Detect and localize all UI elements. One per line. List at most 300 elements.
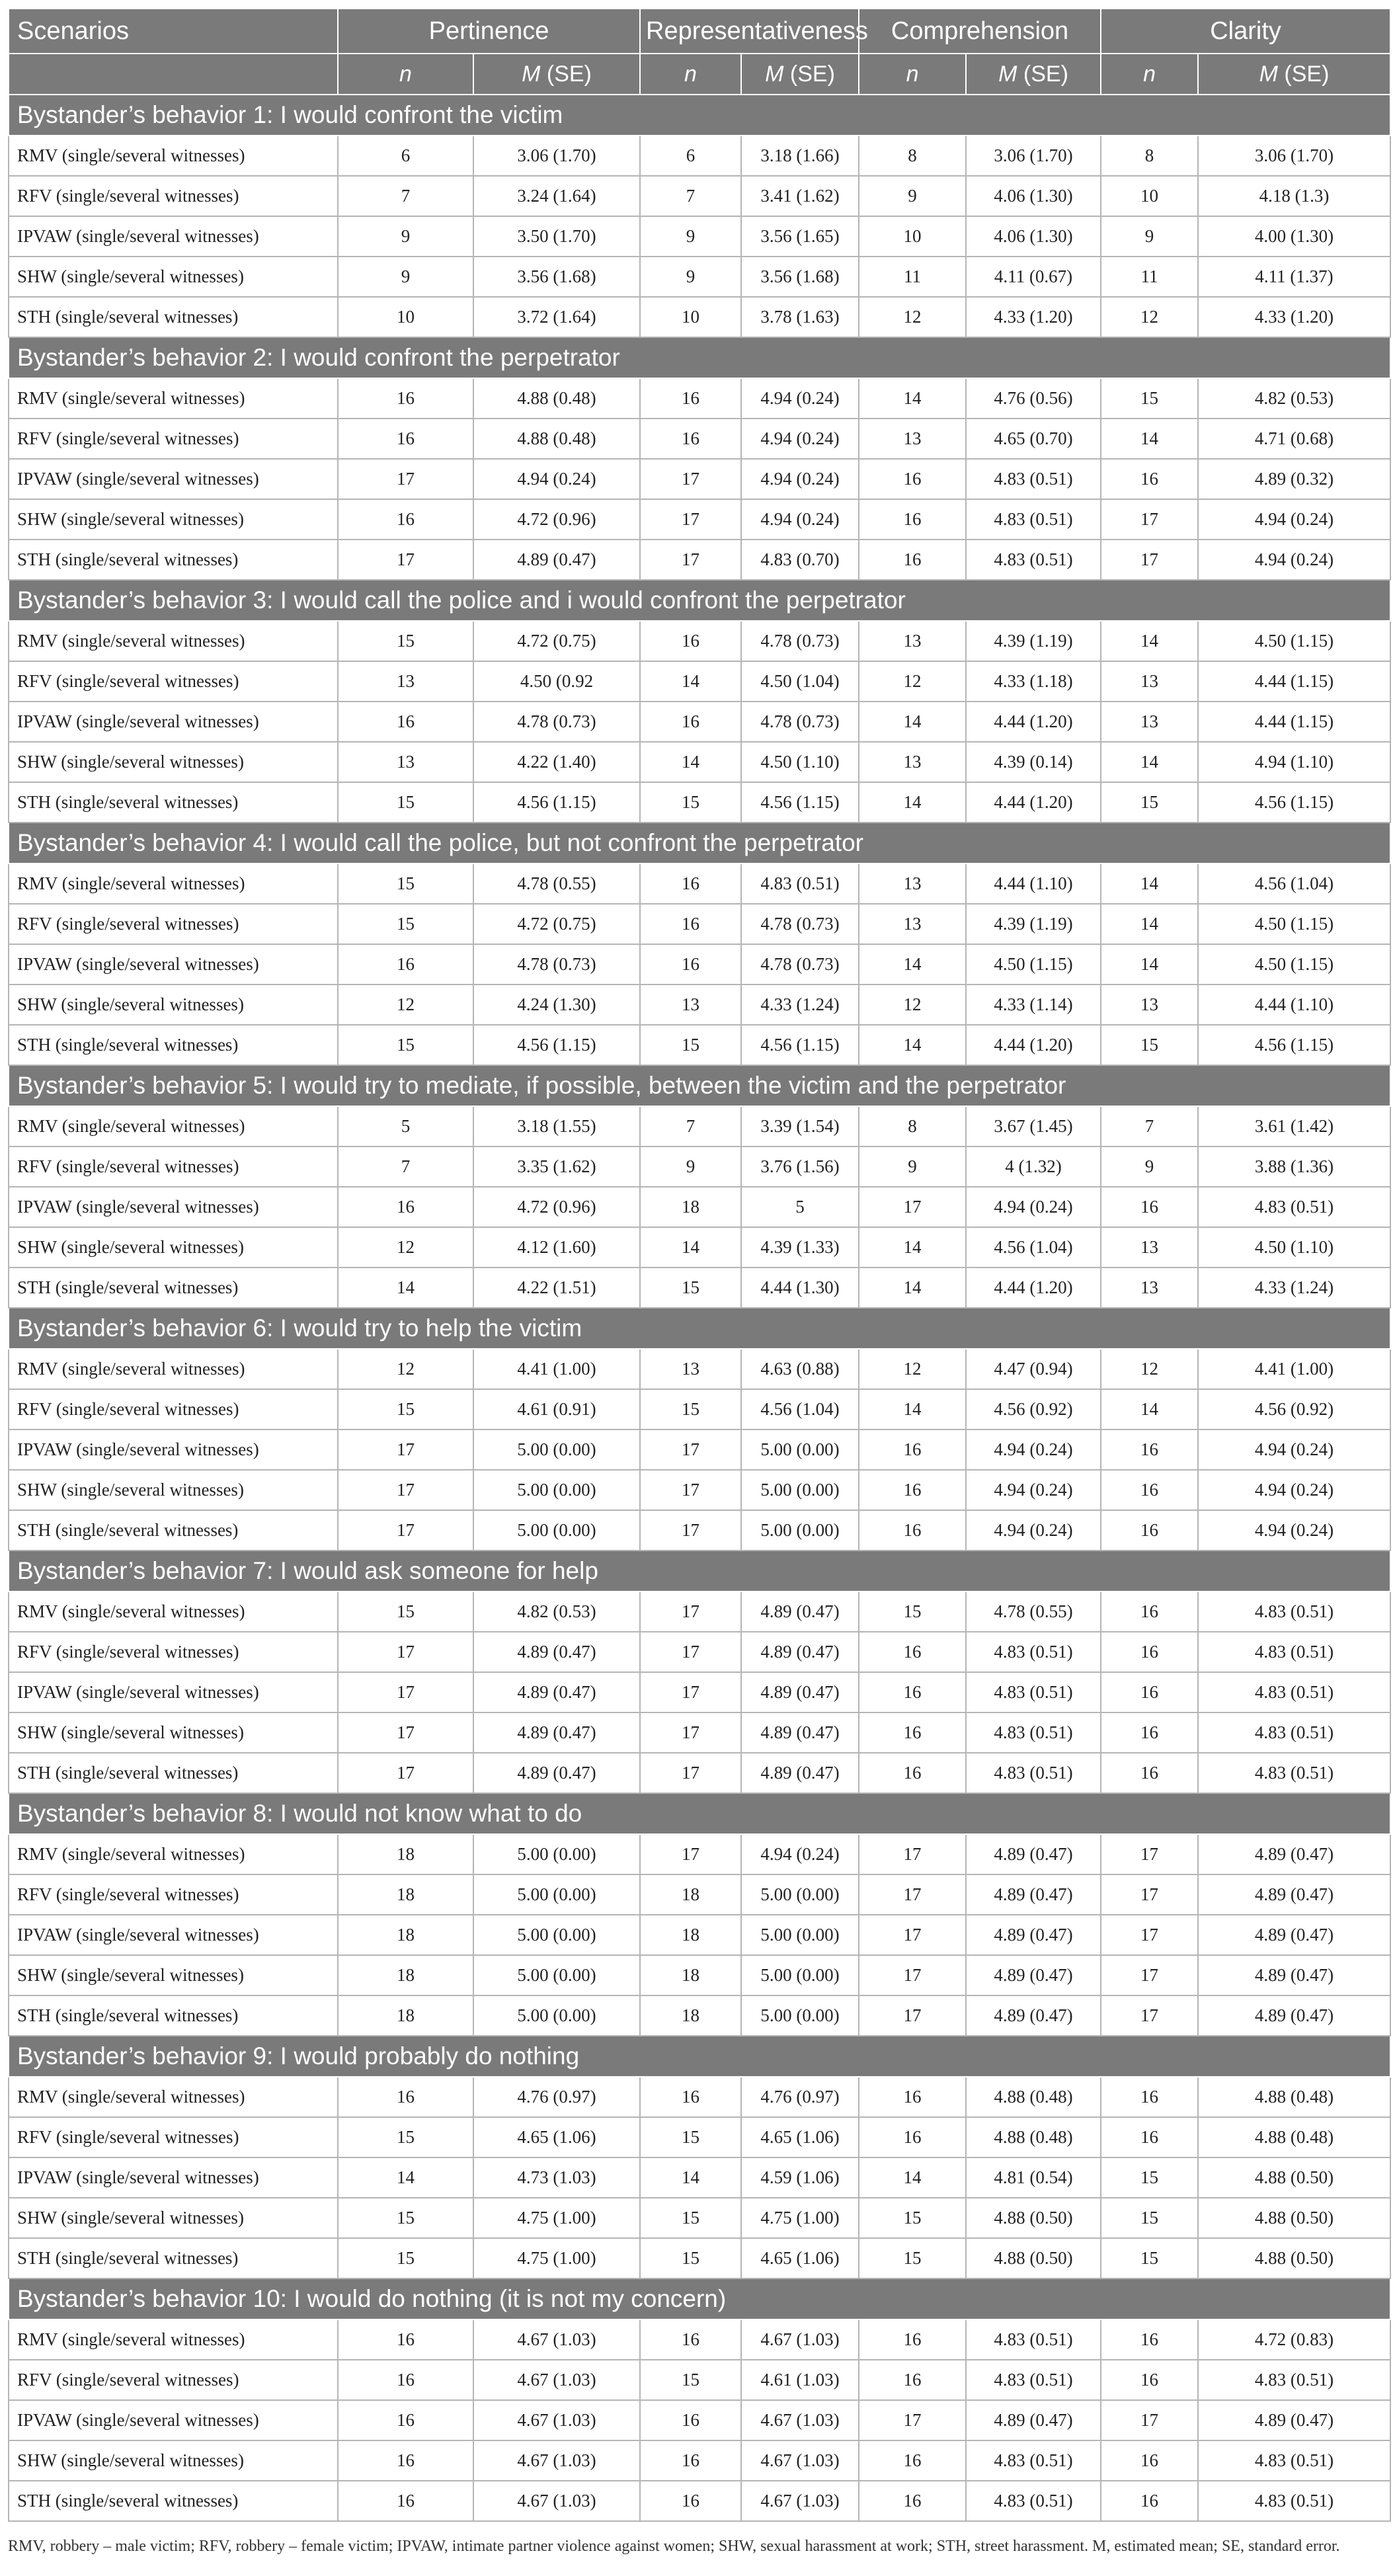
scenario-cell: RMV (single/several witnesses) — [9, 621, 338, 661]
mean-se-cell: 4.73 (1.03) — [473, 2157, 640, 2198]
mean-se-cell: 3.56 (1.65) — [741, 216, 859, 257]
table-row — [9, 1349, 1390, 1389]
table-row — [9, 1106, 1390, 1147]
mean-se-cell: 4.78 (0.73) — [741, 621, 859, 661]
n-cell: 17 — [859, 1874, 966, 1915]
table-row — [9, 1915, 1390, 1955]
n-cell: 6 — [338, 136, 473, 176]
n-cell: 17 — [640, 499, 741, 540]
mean-se-cell: 4.83 (0.51) — [966, 1712, 1101, 1753]
n-cell: 15 — [338, 1591, 473, 1632]
mean-se-cell: 4.44 (1.20) — [966, 702, 1101, 742]
n-cell: 16 — [1101, 1712, 1198, 1753]
mean-se-cell: 4.88 (0.50) — [1198, 2198, 1390, 2238]
scenario-cell: RMV (single/several witnesses) — [9, 1591, 338, 1632]
n-cell: 16 — [640, 904, 741, 944]
section-title: Bystander’s behavior 3: I would call the police and i would confront the perpetrator — [9, 580, 1390, 621]
mean-se-cell: 4.11 (0.67) — [966, 257, 1101, 297]
mean-se-cell: 4.50 (1.10) — [741, 742, 859, 782]
mean-se-cell: 4.83 (0.51) — [966, 1753, 1101, 1793]
mean-se-cell: 4.83 (0.51) — [966, 1672, 1101, 1712]
n-cell: 15 — [859, 1591, 966, 1632]
n-cell: 16 — [640, 864, 741, 904]
table-row — [9, 2481, 1390, 2521]
scenario-cell: SHW (single/several witnesses) — [9, 2440, 338, 2481]
mean-se-cell: 4.75 (1.00) — [473, 2198, 640, 2238]
mean-se-cell: 5.00 (0.00) — [741, 1995, 859, 2036]
n-cell: 14 — [859, 378, 966, 419]
table-row — [9, 540, 1390, 580]
n-cell: 17 — [640, 1470, 741, 1510]
mean-se-cell: 3.06 (1.70) — [1198, 136, 1390, 176]
mean-se-cell: 4.56 (1.04) — [741, 1389, 859, 1429]
table-row — [9, 1672, 1390, 1712]
mean-se-cell: 4.88 (0.48) — [1198, 2117, 1390, 2157]
table-row — [9, 2238, 1390, 2278]
n-cell: 10 — [338, 297, 473, 337]
mean-se-cell: 3.56 (1.68) — [473, 257, 640, 297]
mean-se-cell: 4.94 (0.24) — [741, 419, 859, 459]
mean-se-cell: 4.63 (0.88) — [741, 1349, 859, 1389]
mean-se-cell: 4.65 (1.06) — [741, 2238, 859, 2278]
mean-se-cell: 4.56 (1.15) — [741, 1025, 859, 1065]
n-cell: 16 — [338, 2400, 473, 2440]
n-cell: 14 — [1101, 864, 1198, 904]
mean-se-cell: 4.65 (1.06) — [473, 2117, 640, 2157]
mean-se-cell: 4.33 (1.24) — [741, 985, 859, 1025]
n-cell: 16 — [640, 621, 741, 661]
n-cell: 16 — [859, 1632, 966, 1672]
table-row — [9, 1268, 1390, 1308]
mean-se-cell: 4.89 (0.47) — [1198, 1915, 1390, 1955]
section-title: Bystander’s behavior 6: I would try to help the victim — [9, 1308, 1390, 1349]
n-cell: 16 — [1101, 1470, 1198, 1510]
mean-se-cell: 4.44 (1.15) — [1198, 661, 1390, 702]
n-cell: 15 — [640, 2117, 741, 2157]
scenario-cell: IPVAW (single/several witnesses) — [9, 1672, 338, 1712]
table-body — [9, 95, 1390, 2521]
mean-se-cell: 5.00 (0.00) — [473, 1470, 640, 1510]
table-row — [9, 1187, 1390, 1227]
scenario-cell: RMV (single/several witnesses) — [9, 136, 338, 176]
n-cell: 7 — [338, 1147, 473, 1187]
mean-se-cell: 4.44 (1.10) — [1198, 985, 1390, 1025]
mean-se-cell: 4.67 (1.03) — [473, 2360, 640, 2400]
n-cell: 16 — [859, 2481, 966, 2521]
mean-se-cell: 3.41 (1.62) — [741, 176, 859, 216]
mean-se-cell: 4.83 (0.51) — [966, 1632, 1101, 1672]
n-cell: 17 — [859, 1915, 966, 1955]
mean-se-cell: 4.89 (0.47) — [966, 1995, 1101, 2036]
n-cell: 16 — [1101, 1510, 1198, 1550]
mean-se-cell: 4.83 (0.51) — [966, 2360, 1101, 2400]
mean-se-cell: 4.83 (0.51) — [966, 2481, 1101, 2521]
n-cell: 13 — [1101, 661, 1198, 702]
scenario-cell: STH (single/several witnesses) — [9, 1025, 338, 1065]
mean-se-cell: 4.94 (0.24) — [741, 1834, 859, 1874]
mean-se-cell: 4.83 (0.70) — [741, 540, 859, 580]
n-cell: 14 — [1101, 742, 1198, 782]
mean-se-cell: 3.72 (1.64) — [473, 297, 640, 337]
n-cell: 16 — [338, 419, 473, 459]
n-cell: 16 — [859, 1429, 966, 1470]
n-cell: 14 — [859, 2157, 966, 2198]
table-row — [9, 419, 1390, 459]
n-cell: 17 — [1101, 540, 1198, 580]
n-cell: 17 — [640, 1591, 741, 1632]
n-cell: 10 — [640, 297, 741, 337]
mean-se-cell: 3.67 (1.45) — [966, 1106, 1101, 1147]
mean-se-cell: 4.94 (0.24) — [966, 1510, 1101, 1550]
n-cell: 15 — [640, 1025, 741, 1065]
mean-se-cell: 4.88 (0.48) — [1198, 2077, 1390, 2117]
n-cell: 16 — [338, 2440, 473, 2481]
n-cell: 10 — [1101, 176, 1198, 216]
section-header-row — [9, 2278, 1390, 2319]
mean-se-cell: 4.83 (0.51) — [1198, 2440, 1390, 2481]
n-cell: 17 — [640, 1510, 741, 1550]
n-cell: 12 — [859, 1349, 966, 1389]
mean-se-cell: 4.39 (1.33) — [741, 1227, 859, 1268]
mean-se-cell: 3.06 (1.70) — [473, 136, 640, 176]
subheader-n: n — [640, 54, 741, 95]
n-cell: 17 — [640, 459, 741, 499]
scenario-cell: IPVAW (single/several witnesses) — [9, 459, 338, 499]
mean-se-cell: 4.89 (0.47) — [1198, 1834, 1390, 1874]
n-cell: 17 — [1101, 499, 1198, 540]
n-cell: 13 — [859, 742, 966, 782]
subheader-n: n — [1101, 54, 1198, 95]
scenario-cell: SHW (single/several witnesses) — [9, 257, 338, 297]
n-cell: 12 — [859, 985, 966, 1025]
mean-se-cell: 4.89 (0.47) — [1198, 2400, 1390, 2440]
n-cell: 17 — [1101, 1995, 1198, 2036]
mean-se-cell: 4.00 (1.30) — [1198, 216, 1390, 257]
n-cell: 16 — [859, 2077, 966, 2117]
section-header-row — [9, 823, 1390, 864]
n-cell: 16 — [1101, 1429, 1198, 1470]
mean-se-cell: 5.00 (0.00) — [741, 1874, 859, 1915]
mean-se-cell: 4.76 (0.97) — [741, 2077, 859, 2117]
n-cell: 16 — [859, 1753, 966, 1793]
mean-se-cell: 4.94 (0.24) — [1198, 1510, 1390, 1550]
section-header-row — [9, 1065, 1390, 1106]
n-cell: 14 — [1101, 944, 1198, 985]
n-cell: 12 — [338, 1349, 473, 1389]
mean-se-cell: 5.00 (0.00) — [473, 1429, 640, 1470]
scenario-cell: RFV (single/several witnesses) — [9, 2360, 338, 2400]
mean-se-cell: 4.67 (1.03) — [473, 2319, 640, 2360]
mean-se-cell: 5.00 (0.00) — [741, 1510, 859, 1550]
mean-se-cell: 4.83 (0.51) — [1198, 1753, 1390, 1793]
mean-se-cell: 4.33 (1.24) — [1198, 1268, 1390, 1308]
mean-se-cell: 4.89 (0.47) — [741, 1591, 859, 1632]
section-header-row — [9, 2036, 1390, 2077]
mean-se-cell: 4.82 (0.53) — [1198, 378, 1390, 419]
table-row — [9, 1632, 1390, 1672]
mean-se-cell: 4.44 (1.20) — [966, 782, 1101, 823]
mean-se-cell: 3.18 (1.55) — [473, 1106, 640, 1147]
mean-se-cell: 4.89 (0.47) — [966, 1834, 1101, 1874]
table-row — [9, 2077, 1390, 2117]
mean-se-cell: 4.89 (0.32) — [1198, 459, 1390, 499]
section-header-row — [9, 580, 1390, 621]
mean-se-cell: 4.78 (0.73) — [741, 944, 859, 985]
mean-se-cell: 5.00 (0.00) — [741, 1955, 859, 1995]
n-cell: 17 — [1101, 1915, 1198, 1955]
mean-se-cell: 3.50 (1.70) — [473, 216, 640, 257]
mean-se-cell: 5.00 (0.00) — [741, 1915, 859, 1955]
n-cell: 15 — [338, 1389, 473, 1429]
n-cell: 16 — [859, 2440, 966, 2481]
n-cell: 9 — [859, 1147, 966, 1187]
mean-se-cell: 4.67 (1.03) — [741, 2319, 859, 2360]
n-cell: 13 — [1101, 702, 1198, 742]
scenario-cell: IPVAW (single/several witnesses) — [9, 216, 338, 257]
table-row — [9, 216, 1390, 257]
n-cell: 16 — [640, 2481, 741, 2521]
n-cell: 17 — [338, 1510, 473, 1550]
n-cell: 14 — [859, 1025, 966, 1065]
n-cell: 16 — [859, 540, 966, 580]
mean-se-cell: 4.72 (0.75) — [473, 904, 640, 944]
mean-se-cell: 5.00 (0.00) — [473, 1955, 640, 1995]
section-title: Bystander’s behavior 1: I would confront the victim — [9, 95, 1390, 136]
n-cell: 13 — [859, 864, 966, 904]
n-cell: 16 — [1101, 1753, 1198, 1793]
scenario-cell: RMV (single/several witnesses) — [9, 378, 338, 419]
mean-se-cell: 4.89 (0.47) — [966, 1874, 1101, 1915]
n-cell: 16 — [338, 1187, 473, 1227]
mean-se-cell: 4.56 (1.15) — [1198, 782, 1390, 823]
mean-se-cell: 4.56 (1.15) — [473, 782, 640, 823]
scenario-cell: SHW (single/several witnesses) — [9, 499, 338, 540]
n-cell: 13 — [338, 742, 473, 782]
n-cell: 15 — [338, 2198, 473, 2238]
n-cell: 15 — [640, 2238, 741, 2278]
scenario-cell: RFV (single/several witnesses) — [9, 904, 338, 944]
n-cell: 17 — [338, 1632, 473, 1672]
mean-se-cell: 4.83 (0.51) — [966, 2440, 1101, 2481]
n-cell: 17 — [1101, 1834, 1198, 1874]
scenario-cell: RMV (single/several witnesses) — [9, 1106, 338, 1147]
n-cell: 17 — [859, 1834, 966, 1874]
n-cell: 13 — [859, 419, 966, 459]
mean-se-cell: 4.11 (1.37) — [1198, 257, 1390, 297]
subheader-n: n — [338, 54, 473, 95]
scenario-cell: IPVAW (single/several witnesses) — [9, 1429, 338, 1470]
n-cell: 17 — [1101, 1955, 1198, 1995]
n-cell: 13 — [1101, 1268, 1198, 1308]
n-cell: 15 — [338, 2238, 473, 2278]
table-row — [9, 1147, 1390, 1187]
mean-se-cell: 4.56 (0.92) — [966, 1389, 1101, 1429]
mean-se-cell: 4.89 (0.47) — [966, 1955, 1101, 1995]
n-cell: 15 — [640, 1389, 741, 1429]
n-cell: 7 — [640, 1106, 741, 1147]
n-cell: 16 — [338, 499, 473, 540]
n-cell: 15 — [859, 2238, 966, 2278]
scenario-cell: RMV (single/several witnesses) — [9, 864, 338, 904]
n-cell: 16 — [640, 702, 741, 742]
mean-se-cell: 4.56 (1.15) — [1198, 1025, 1390, 1065]
results-table — [8, 8, 1391, 2522]
mean-se-cell: 4.89 (0.47) — [741, 1632, 859, 1672]
table-row — [9, 1470, 1390, 1510]
mean-se-cell: 4.72 (0.96) — [473, 1187, 640, 1227]
section-header-row — [9, 337, 1390, 378]
mean-se-cell: 4.56 (1.15) — [473, 1025, 640, 1065]
n-cell: 16 — [1101, 2319, 1198, 2360]
section-title: Bystander’s behavior 4: I would call the police, but not confront the perpetrator — [9, 823, 1390, 864]
n-cell: 16 — [859, 1672, 966, 1712]
table-row — [9, 742, 1390, 782]
mean-se-cell: 4.89 (0.47) — [1198, 1955, 1390, 1995]
mean-se-cell: 4.88 (0.50) — [966, 2198, 1101, 2238]
mean-se-cell: 4.94 (0.24) — [741, 459, 859, 499]
n-cell: 16 — [1101, 1187, 1198, 1227]
scenario-cell: SHW (single/several witnesses) — [9, 985, 338, 1025]
table-row — [9, 1025, 1390, 1065]
mean-se-cell: 4.41 (1.00) — [473, 1349, 640, 1389]
table-row — [9, 1429, 1390, 1470]
table-row — [9, 2360, 1390, 2400]
scenario-cell: RMV (single/several witnesses) — [9, 1834, 338, 1874]
scenario-cell: STH (single/several witnesses) — [9, 2481, 338, 2521]
mean-se-cell: 4.67 (1.03) — [741, 2440, 859, 2481]
mean-se-cell: 4.59 (1.06) — [741, 2157, 859, 2198]
mean-se-cell: 4.94 (0.24) — [1198, 1429, 1390, 1470]
n-cell: 15 — [1101, 782, 1198, 823]
scenario-cell: IPVAW (single/several witnesses) — [9, 2157, 338, 2198]
mean-se-cell: 5.00 (0.00) — [473, 1834, 640, 1874]
n-cell: 16 — [1101, 2440, 1198, 2481]
n-cell: 16 — [859, 1510, 966, 1550]
n-cell: 15 — [640, 2198, 741, 2238]
n-cell: 16 — [1101, 2481, 1198, 2521]
mean-se-cell: 4.78 (0.73) — [741, 702, 859, 742]
mean-se-cell: 4.81 (0.54) — [966, 2157, 1101, 2198]
n-cell: 16 — [1101, 2360, 1198, 2400]
mean-se-cell: 4.78 (0.73) — [473, 702, 640, 742]
mean-se-cell: 4.88 (0.50) — [1198, 2157, 1390, 2198]
header-clarity: Clarity — [1101, 9, 1390, 54]
mean-se-cell: 4.39 (1.19) — [966, 904, 1101, 944]
mean-se-cell: 4.83 (0.51) — [741, 864, 859, 904]
table-row — [9, 661, 1390, 702]
mean-se-cell: 4.78 (0.55) — [966, 1591, 1101, 1632]
mean-se-cell: 4.75 (1.00) — [741, 2198, 859, 2238]
n-cell: 16 — [640, 2400, 741, 2440]
mean-se-cell: 4.50 (0.92 — [473, 661, 640, 702]
mean-se-cell: 4.88 (0.50) — [1198, 2238, 1390, 2278]
n-cell: 9 — [338, 216, 473, 257]
n-cell: 15 — [338, 2117, 473, 2157]
n-cell: 14 — [859, 702, 966, 742]
n-cell: 18 — [338, 1995, 473, 2036]
scenario-cell: STH (single/several witnesses) — [9, 2238, 338, 2278]
scenario-cell: RMV (single/several witnesses) — [9, 2319, 338, 2360]
mean-se-cell: 5.00 (0.00) — [473, 1915, 640, 1955]
mean-se-cell: 4.75 (1.00) — [473, 2238, 640, 2278]
n-cell: 13 — [640, 1349, 741, 1389]
n-cell: 16 — [640, 2440, 741, 2481]
header-row — [9, 9, 1390, 54]
n-cell: 6 — [640, 136, 741, 176]
table-row — [9, 985, 1390, 1025]
n-cell: 17 — [338, 1712, 473, 1753]
mean-se-cell: 4.89 (0.47) — [473, 1632, 640, 1672]
mean-se-cell: 4.78 (0.55) — [473, 864, 640, 904]
n-cell: 15 — [640, 782, 741, 823]
mean-se-cell: 4.50 (1.15) — [966, 944, 1101, 985]
mean-se-cell: 4.83 (0.51) — [1198, 1712, 1390, 1753]
scenario-cell: RMV (single/several witnesses) — [9, 1349, 338, 1389]
scenario-cell: STH (single/several witnesses) — [9, 1510, 338, 1550]
n-cell: 16 — [859, 1712, 966, 1753]
mean-se-cell: 4.89 (0.47) — [473, 1672, 640, 1712]
n-cell: 16 — [338, 2481, 473, 2521]
mean-se-cell: 4.72 (0.75) — [473, 621, 640, 661]
n-cell: 17 — [338, 1753, 473, 1793]
scenario-cell: SHW (single/several witnesses) — [9, 2198, 338, 2238]
n-cell: 16 — [859, 499, 966, 540]
mean-se-cell: 4.76 (0.97) — [473, 2077, 640, 2117]
mean-se-cell: 4.94 (0.24) — [741, 378, 859, 419]
table-row — [9, 1995, 1390, 2036]
subheader-row — [9, 54, 1390, 95]
mean-se-cell: 4.33 (1.20) — [1198, 297, 1390, 337]
mean-se-cell: 4.18 (1.3) — [1198, 176, 1390, 216]
n-cell: 16 — [338, 944, 473, 985]
mean-se-cell: 4.41 (1.00) — [1198, 1349, 1390, 1389]
subheader-m-se: M (SE) — [1198, 54, 1390, 95]
table-row — [9, 1834, 1390, 1874]
mean-se-cell: 4.67 (1.03) — [741, 2481, 859, 2521]
mean-se-cell: 4.83 (0.51) — [966, 540, 1101, 580]
n-cell: 14 — [640, 1227, 741, 1268]
scenario-cell: STH (single/several witnesses) — [9, 1268, 338, 1308]
table-row — [9, 2319, 1390, 2360]
n-cell: 14 — [859, 1268, 966, 1308]
n-cell: 9 — [1101, 216, 1198, 257]
n-cell: 15 — [338, 864, 473, 904]
n-cell: 17 — [640, 1753, 741, 1793]
mean-se-cell: 4.72 (0.96) — [473, 499, 640, 540]
n-cell: 16 — [859, 2360, 966, 2400]
mean-se-cell: 3.18 (1.66) — [741, 136, 859, 176]
mean-se-cell: 4.88 (0.48) — [966, 2077, 1101, 2117]
n-cell: 9 — [640, 257, 741, 297]
section-title: Bystander’s behavior 5: I would try to mediate, if possible, between the victim and the perpetrator — [9, 1065, 1390, 1106]
n-cell: 12 — [859, 297, 966, 337]
mean-se-cell: 4.94 (0.24) — [1198, 540, 1390, 580]
section-header-row — [9, 95, 1390, 136]
n-cell: 11 — [1101, 257, 1198, 297]
n-cell: 10 — [859, 216, 966, 257]
scenario-cell: RFV (single/several witnesses) — [9, 661, 338, 702]
n-cell: 9 — [859, 176, 966, 216]
mean-se-cell: 4.83 (0.51) — [966, 499, 1101, 540]
mean-se-cell: 4.67 (1.03) — [473, 2400, 640, 2440]
table-row — [9, 1389, 1390, 1429]
mean-se-cell: 3.35 (1.62) — [473, 1147, 640, 1187]
n-cell: 7 — [640, 176, 741, 216]
n-cell: 15 — [1101, 2238, 1198, 2278]
n-cell: 16 — [1101, 459, 1198, 499]
n-cell: 14 — [859, 782, 966, 823]
mean-se-cell: 4.33 (1.14) — [966, 985, 1101, 1025]
